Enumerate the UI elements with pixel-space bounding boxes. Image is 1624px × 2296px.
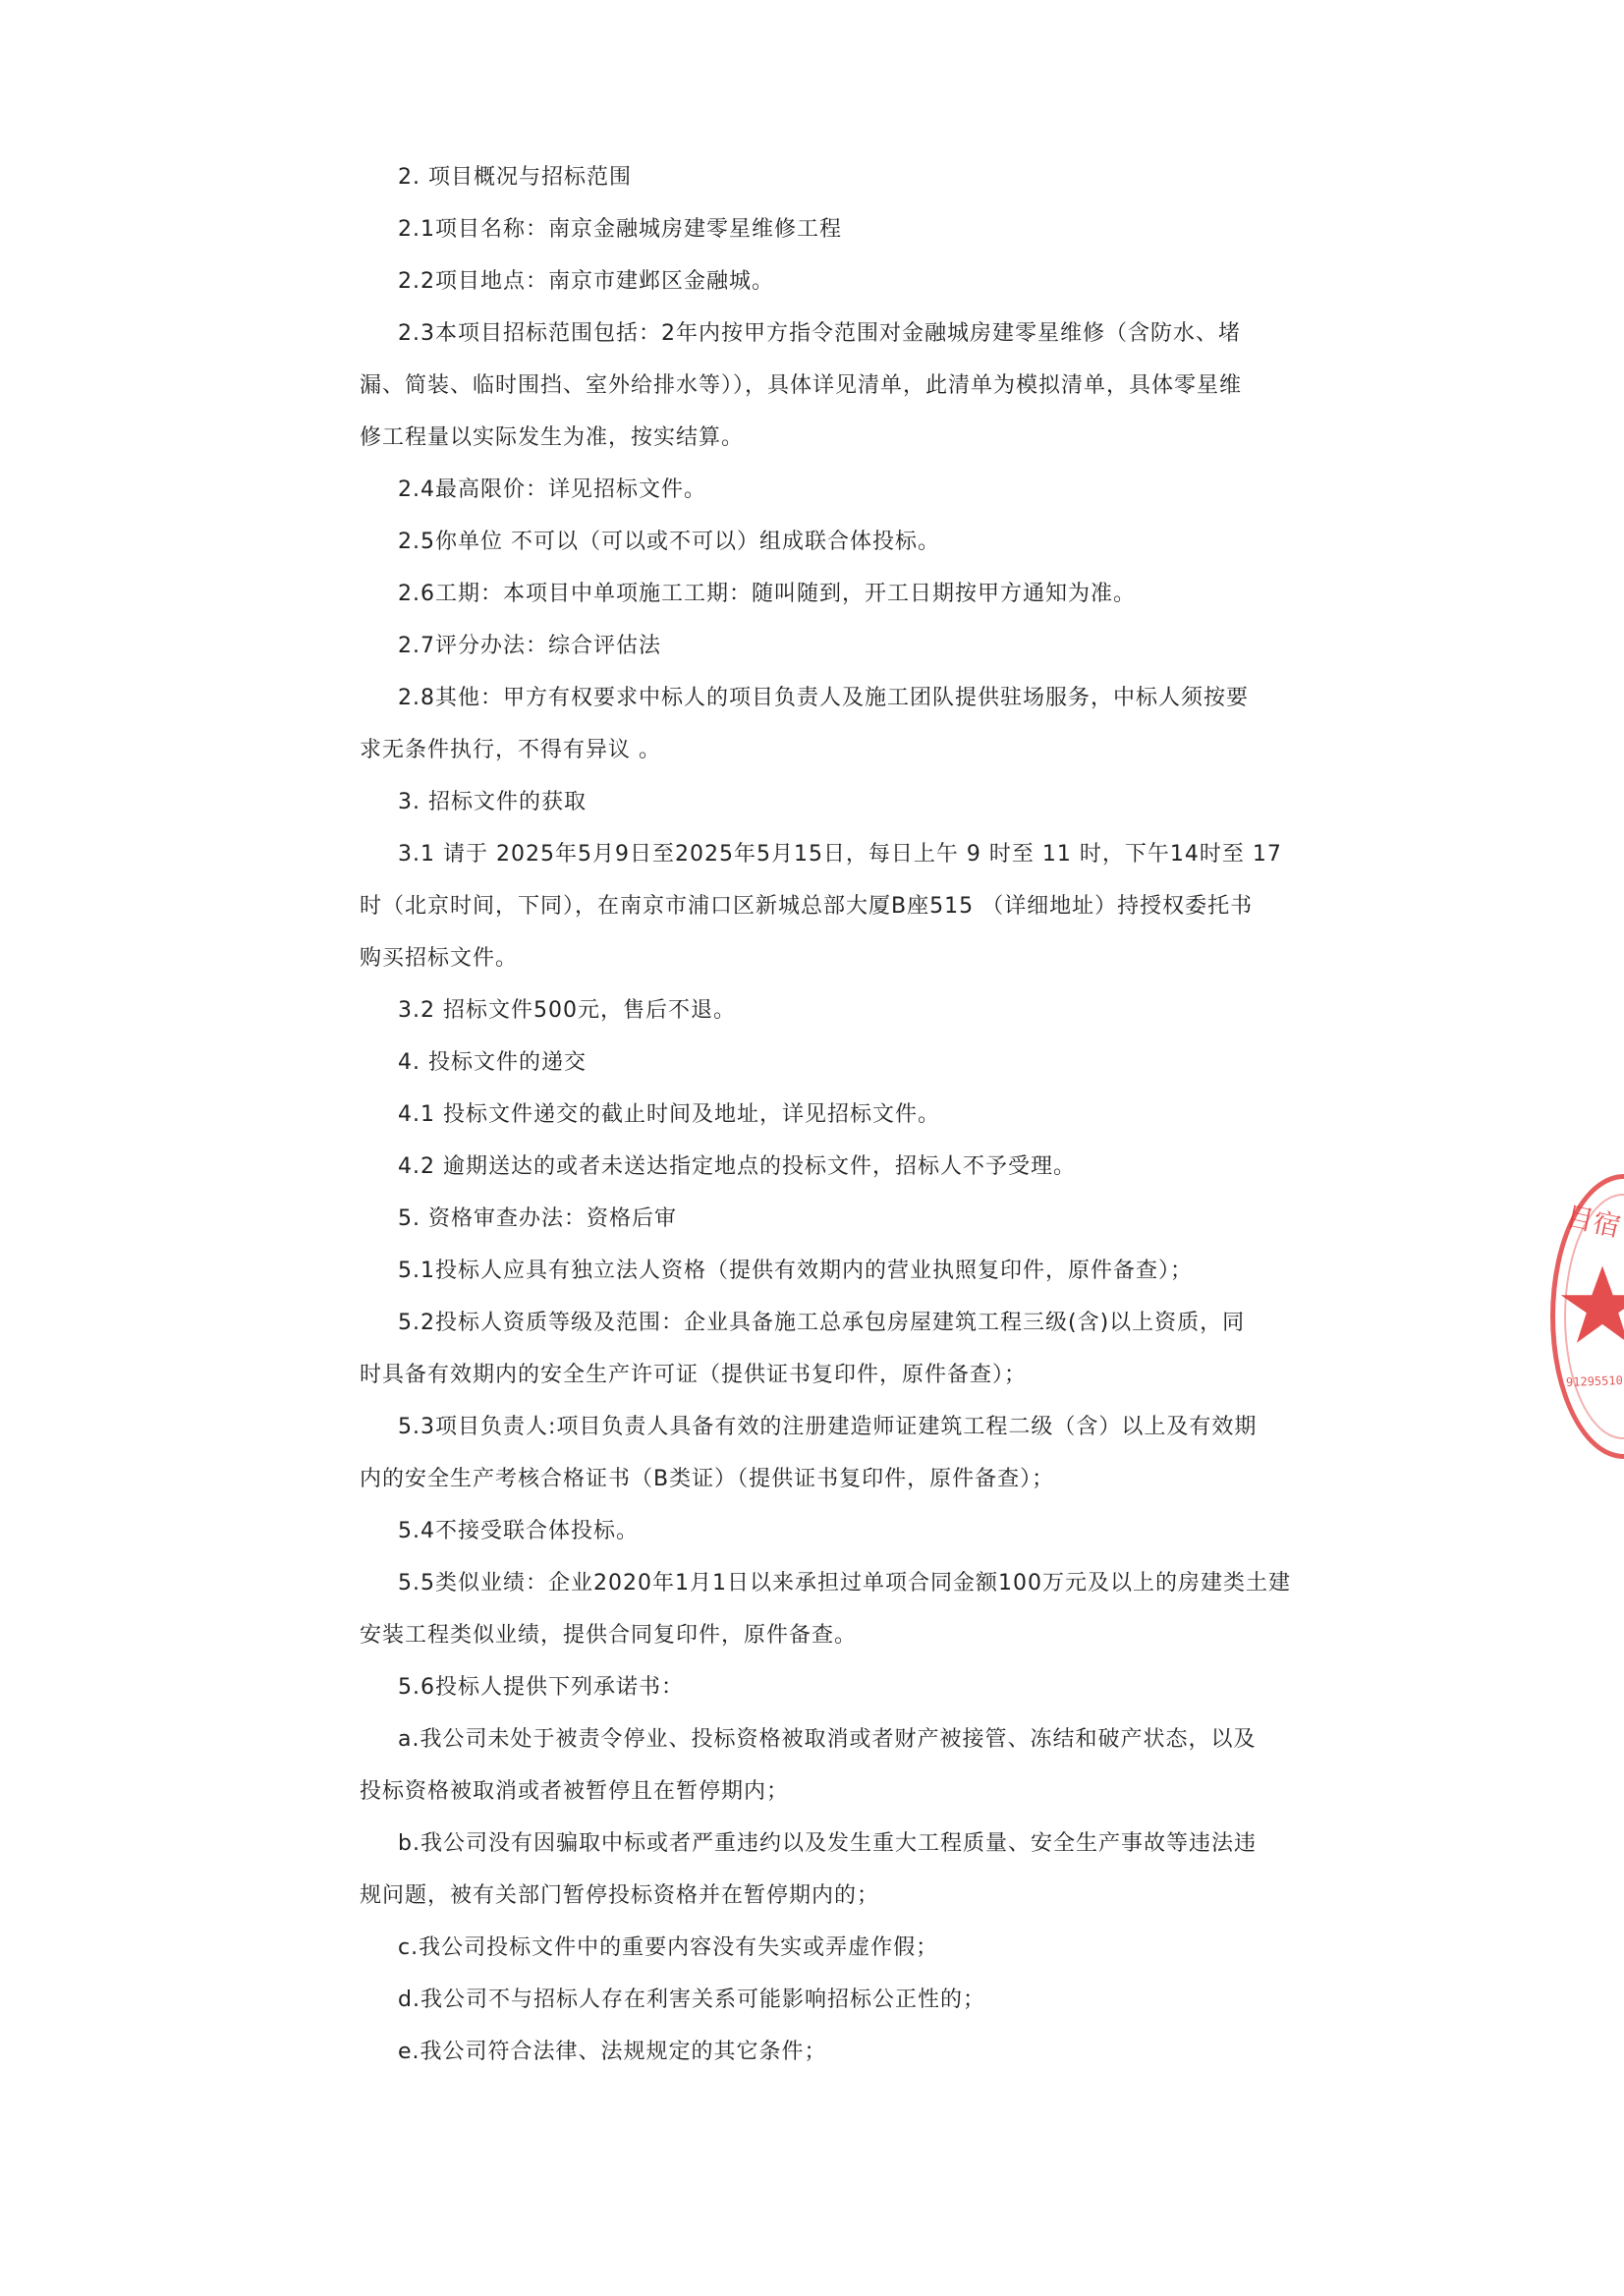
text-line: 投标资格被取消或者被暂停且在暂停期内；: [360, 1779, 790, 1804]
text-line: 2.6工期：本项目中单项施工工期：随叫随到，开工日期按甲方通知为准。: [398, 582, 1136, 606]
text-line: 漏、简装、临时围挡、室外给排水等）），具体详见清单，此清单为模拟清单，具体零星维: [360, 373, 1243, 398]
text-line: 5.2投标人资质等级及范围：企业具备施工总承包房屋建筑工程三级(含)以上资质，同: [398, 1311, 1246, 1335]
text-line: 规问题，被有关部门暂停投标资格并在暂停期内的；: [360, 1883, 880, 1908]
text-line: b.我公司没有因骗取中标或者严重违约以及发生重大工程质量、安全生产事故等违法违: [398, 1831, 1257, 1856]
text-line: 安装工程类似业绩，提供合同复印件，原件备查。: [360, 1623, 858, 1648]
text-line: 时（北京时间，下同），在南京市浦口区新城总部大厦B座515 （详细地址）持授权委托书: [360, 894, 1254, 919]
seal-star-icon: [1558, 1261, 1624, 1350]
company-seal-text: 目宿: [1562, 1200, 1624, 1244]
text-line: 2.7评分办法：综合评估法: [398, 634, 661, 658]
text-line: 内的安全生产考核合格证书（B类证）（提供证书复印件，原件备查）；: [360, 1467, 1055, 1491]
text-line: e.我公司符合法律、法规规定的其它条件；: [398, 2040, 827, 2064]
section-heading: 4. 投标文件的递交: [398, 1050, 587, 1075]
text-line: 2.1项目名称：南京金融城房建零星维修工程: [398, 217, 842, 242]
text-line: c.我公司投标文件中的重要内容没有失实或弄虚作假；: [398, 1935, 939, 1960]
text-line: 2.4最高限价：详见招标文件。: [398, 477, 706, 502]
text-line: 2.2项目地点：南京市建邺区金融城。: [398, 269, 774, 294]
text-line: d.我公司不与招标人存在利害关系可能影响招标公正性的；: [398, 1988, 985, 2012]
section-heading: 5. 资格审查办法：资格后审: [398, 1206, 677, 1231]
text-line: 5.5类似业绩：企业2020年1月1日以来承担过单项合同金额100万元及以上的房建类土建: [398, 1571, 1291, 1596]
text-line: 时具备有效期内的安全生产许可证（提供证书复印件，原件备查）；: [360, 1363, 1028, 1387]
section-heading: 2. 项目概况与招标范围: [398, 165, 632, 190]
text-line: 2.5你单位 不可以（可以或不可以）组成联合体投标。: [398, 530, 940, 554]
text-line: 4.1 投标文件递交的截止时间及地址，详见招标文件。: [398, 1102, 940, 1127]
text-line: 5.1投标人应具有独立法人资格（提供有效期内的营业执照复印件，原件备查）；: [398, 1259, 1193, 1283]
text-line: 2.3本项目招标范围包括：2年内按甲方指令范围对金融城房建零星维修（含防水、堵: [398, 321, 1241, 346]
text-line: 2.8其他：甲方有权要求中标人的项目负责人及施工团队提供驻场服务，中标人须按要: [398, 686, 1249, 710]
text-line: 4.2 逾期送达的或者未送达指定地点的投标文件，招标人不予受理。: [398, 1154, 1076, 1179]
text-line: 5.6投标人提供下列承诺书：: [398, 1675, 684, 1700]
text-line: 5.4不接受联合体投标。: [398, 1519, 639, 1543]
text-line: 修工程量以实际发生为准，按实结算。: [360, 425, 745, 450]
section-heading: 3. 招标文件的获取: [398, 790, 587, 814]
text-line: 购买招标文件。: [360, 946, 519, 971]
text-line: 5.3项目负责人:项目负责人具备有效的注册建造师证建筑工程二级（含）以上及有效期: [398, 1415, 1258, 1439]
text-line: 3.1 请于 2025年5月9日至2025年5月15日，每日上午 9 时至 11 时，下午14时至 17: [398, 842, 1282, 867]
text-line: 3.2 招标文件500元，售后不退。: [398, 998, 736, 1023]
company-seal-number: 91295510: [1565, 1372, 1624, 1390]
text-line: 求无条件执行，不得有异议 。: [360, 738, 661, 762]
text-line: a.我公司未处于被责令停业、投标资格被取消或者财产被接管、冻结和破产状态，以及: [398, 1727, 1257, 1752]
